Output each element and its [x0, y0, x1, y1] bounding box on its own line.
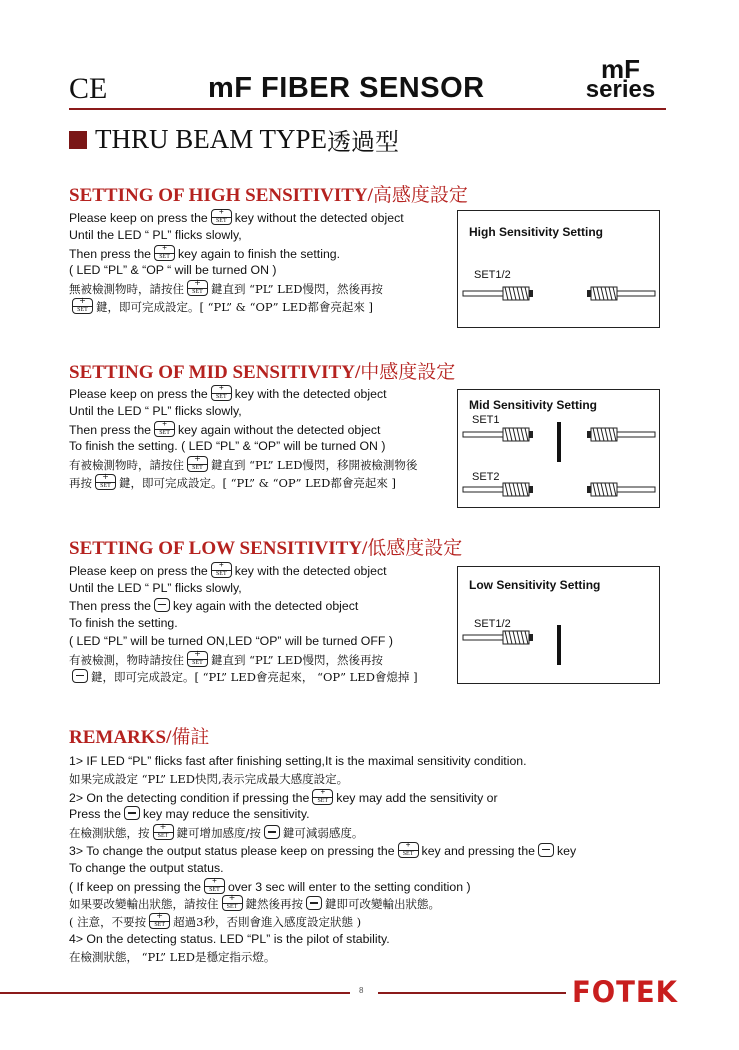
low-heading-en: SETTING OF LOW SENSITIVITY/: [69, 538, 368, 559]
mid-panel-label-set1: SET1: [472, 414, 500, 426]
low-cn2: 鍵，即可完成設定。[ “PL” LED會亮起來， “OP” LED會熄掉 ]: [91, 669, 418, 684]
set-key-icon: [154, 421, 175, 437]
minus-key-icon: [72, 669, 88, 683]
set-key-icon: [211, 209, 232, 225]
low-panel-label: SET1/2: [474, 618, 511, 630]
set-key-icon: [211, 562, 232, 578]
page-number: 8: [359, 986, 364, 995]
minus-key-icon: [306, 896, 322, 910]
remark-2cn-a: 在檢測狀態，按: [69, 826, 150, 841]
remark-3c: key: [557, 843, 577, 858]
high-cn2: 鍵，即可完成設定。[ “PL” & “OP” LED都會亮起來 ]: [96, 299, 374, 314]
low-line3b: key again with the detected object: [173, 598, 359, 613]
minus-key-icon: [264, 825, 280, 839]
fiber-heads-diagram: [462, 420, 656, 504]
set-key-icon: [211, 385, 232, 401]
set-key-icon: [187, 280, 208, 296]
fotek-logo: FOTEK: [572, 975, 678, 1009]
remark-2cn-c: 鍵可減弱感度。: [282, 826, 364, 841]
low-line2: Until the LED “ PL” flicks slowly,: [69, 580, 242, 595]
remark-3cn1-b: 鍵然後再按: [245, 897, 303, 912]
low-cn1a: 有被檢測，物時請按住: [69, 652, 184, 667]
detected-object-bar: [557, 625, 561, 665]
mid-heading-cn: 中感度設定: [360, 362, 456, 383]
remark-4: 4> On the detecting status. LED “PL” is the pilot of stability.: [69, 931, 390, 946]
low-sensitivity-heading: [69, 533, 462, 560]
set-key-icon: [149, 913, 170, 929]
high-instructions: [69, 209, 459, 316]
high-sensitivity-panel: [457, 210, 660, 328]
section-title-text: THRU BEAM TYPE: [95, 124, 328, 154]
remarks-heading-cn: 備註: [171, 727, 210, 748]
high-heading-cn: 高感度設定: [372, 185, 468, 206]
remarks-list: [69, 753, 669, 967]
mid-line4: To finish the setting. ( LED “PL” & “OP” will be turned ON ): [69, 439, 386, 454]
high-cn1a: 無被檢測物時，請按住: [69, 282, 184, 297]
high-line3b: key again to finish the setting.: [178, 246, 341, 261]
remark-3a: 3> To change the output status please keep on pressing the: [69, 843, 395, 858]
low-instructions: [69, 562, 459, 687]
mid-line3b: key again without the detected object: [178, 422, 381, 437]
set-key-icon: [312, 789, 333, 805]
low-panel-title: Low Sensitivity Setting: [469, 578, 601, 592]
high-line2: Until the LED “ PL” flicks slowly,: [69, 227, 242, 242]
footer-rule-right: [378, 992, 566, 994]
mid-cn1b: 鍵直到 “PL” LED慢閃，移開被檢測物後: [211, 458, 418, 473]
low-cn1b: 鍵直到 “PL” LED慢閃，然後再按: [211, 652, 383, 667]
set-key-icon: [187, 456, 208, 472]
mid-panel-label-set2: SET2: [472, 471, 500, 483]
high-panel-label: SET1/2: [474, 269, 511, 281]
remark-1-cn: 如果完成設定 “PL” LED快閃,表示完成最大感度設定。: [69, 771, 349, 786]
set-key-icon: [153, 824, 174, 840]
high-heading-en: SETTING OF HIGH SENSITIVITY/: [69, 185, 373, 206]
document-title: mF FIBER SENSOR: [208, 72, 485, 104]
mid-line2: Until the LED “ PL” flicks slowly,: [69, 403, 242, 418]
right-fiber-head-icon: [587, 287, 655, 300]
mid-cn1a: 有被檢測物時，請按住: [69, 458, 184, 473]
section-title: [69, 122, 399, 157]
mid-instructions: [69, 385, 459, 492]
mid-line3a: Then press the: [69, 422, 152, 437]
mid-sensitivity-panel: [457, 389, 660, 508]
remarks-heading: [69, 722, 209, 749]
right-fiber-head-icon: [587, 428, 655, 441]
series-logo-line1: mF: [601, 54, 640, 84]
mid-panel-title: Mid Sensitivity Setting: [469, 398, 598, 412]
set-key-icon: [204, 878, 225, 894]
high-sensitivity-heading: [69, 180, 468, 207]
fiber-heads-diagram: [462, 283, 656, 307]
remark-2cn-b: 鍵可增加感度/按: [176, 826, 261, 841]
mid-line1a: Please keep on press the: [69, 387, 208, 401]
set-key-icon: [222, 895, 243, 911]
right-fiber-head-icon: [587, 483, 655, 496]
mid-line1b: key with the detected object: [234, 387, 387, 401]
fiber-heads-diagram: [462, 623, 572, 669]
remark-1: 1> IF LED “PL” flicks fast after finishing setting,It is the maximal sensitivity condition.: [69, 754, 527, 768]
low-line4: To finish the setting.: [69, 616, 178, 631]
remark-3cn1-a: 如果要改變輸出狀態，請按住: [69, 897, 219, 912]
detected-object-bar: [557, 422, 561, 462]
remark-3cn2-a: ( 注意，不要按: [69, 915, 147, 930]
remark-2a: 2> On the detecting condition if pressing the: [69, 790, 310, 805]
remarks-heading-en: REMARKS/: [69, 727, 172, 748]
remark-3b: key and pressing the: [421, 843, 536, 858]
low-line1b: key with the detected object: [234, 564, 387, 578]
mid-sensitivity-heading: [69, 357, 455, 384]
left-fiber-head-icon: [463, 483, 533, 496]
minus-key-icon: [538, 843, 554, 857]
section-title-cn: 透過型: [327, 128, 400, 156]
high-panel-title: High Sensitivity Setting: [469, 225, 604, 239]
low-heading-cn: 低感度設定: [367, 538, 463, 559]
ce-mark: CE: [69, 72, 108, 105]
minus-key-icon: [154, 598, 170, 612]
remark-4-cn: 在檢測狀態， “PL” LED是穩定指示燈。: [69, 949, 276, 964]
remark-2d: key may reduce the sensitivity.: [142, 807, 310, 822]
set-key-icon: [187, 651, 208, 667]
header-rule: [69, 108, 666, 110]
mid-cn2b: 鍵，即可完成設定。[ “PL” & “OP” LED都會亮起來 ]: [119, 475, 397, 490]
set-key-icon: [154, 245, 175, 261]
high-line4: ( LED “PL” & “OP “ will be turned ON ): [69, 263, 277, 278]
remark-2b: key may add the sensitivity or: [336, 790, 498, 805]
mid-cn2a: 再按: [69, 475, 92, 490]
remark-3d: To change the output status.: [69, 860, 224, 875]
series-logo-line2: series: [585, 76, 656, 104]
minus-key-icon: [124, 806, 140, 820]
remark-3cn1-c: 鍵即可改變輸出狀態。: [325, 897, 440, 912]
high-line1a: Please keep on press the: [69, 211, 208, 225]
set-key-icon: [398, 842, 419, 858]
left-fiber-head-icon: [463, 287, 533, 300]
low-sensitivity-panel: [457, 566, 660, 684]
section-square-icon: [69, 131, 87, 149]
low-line3a: Then press the: [69, 598, 152, 613]
set-key-icon: [72, 298, 93, 314]
remark-2c: Press the: [69, 807, 121, 822]
set-key-icon: [95, 474, 116, 490]
high-line1b: key without the detected object: [234, 211, 404, 225]
left-fiber-head-icon: [463, 631, 533, 644]
remark-3f: over 3 sec will enter to the setting condition ): [227, 879, 471, 894]
mid-heading-en: SETTING OF MID SENSITIVITY/: [69, 362, 361, 383]
remark-3e: ( If keep on pressing the: [69, 879, 201, 894]
high-line3a: Then press the: [69, 246, 152, 261]
series-logo: [578, 54, 663, 104]
remark-3cn2-b: 超過3秒，否則會進入感度設定狀態 ): [173, 915, 362, 930]
high-cn1b: 鍵直到 “PL” LED慢閃，然後再按: [211, 282, 383, 297]
low-line5: ( LED “PL” will be turned ON,LED “OP” will be turned OFF ): [69, 634, 393, 649]
low-line1a: Please keep on press the: [69, 564, 208, 578]
left-fiber-head-icon: [463, 428, 533, 441]
footer-rule-left: [0, 992, 350, 994]
